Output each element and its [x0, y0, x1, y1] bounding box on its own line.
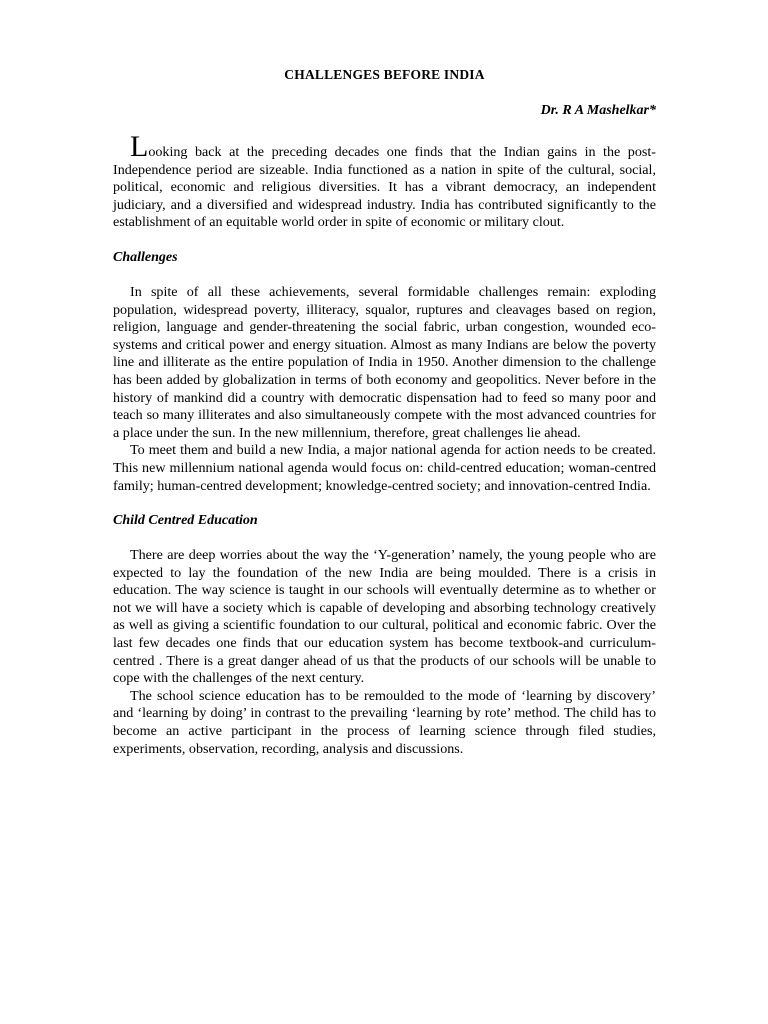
section-heading-challenges: Challenges: [113, 249, 178, 265]
paragraph-challenges-2: To meet them and build a new India, a major national agenda for action needs to be created. This new millennium national agenda would focus on: child-centred education; woman-centred family; human-centred development; knowledge-centred society; and innovation-centred India.: [113, 442, 656, 494]
paragraph-education-1: There are deep worries about the way the ‘Y-generation’ namely, the young people who are expected to lay the foundation of the new India are being moulded. There is a crisis in education. The way science is taught in our schools will eventually determine as to whether or not we will have a society which is capable of developing and absorbing technology creatively as well as giving a scientific foundation to our cultural, political and economic fabric. Over the last few decades one finds that our education system has become textbook-and curriculum-centred . There is a great danger ahead of us that the products of our schools will be unable to cope with the challenges of the next century.: [113, 547, 656, 687]
document-title: CHALLENGES BEFORE INDIA: [284, 67, 485, 82]
intro-text: ooking back at the preceding decades one finds that the Indian gains in the post-Independence period are sizeable. India functioned as a nation in spite of the cultural, social, political, economic and religious diversities. It has a vibrant democracy, an independent judiciary, and a diversified and widespread industry. India has contributed significantly to the establishment of an equitable world order in spite of economic or military clout.: [113, 144, 656, 231]
author-name: Dr. R A Mashelkar*: [540, 103, 656, 118]
drop-cap: L: [130, 130, 149, 163]
document-page: [113, 66, 656, 758]
section-heading-child-centred-education: Child Centred Education: [113, 513, 258, 529]
paragraph-challenges-1: In spite of all these achievements, several formidable challenges remain: exploding population, widespread poverty, illiteracy, squalor, ruptures and cleavages based on region, religion, language and gender-threatening the social fabric, urban congestion, wounded eco-systems and critical power and energy situation. Almost as many Indians are below the poverty line and illiterate as the entire population of India in 1950. Another dimension to the challenge has been added by globalization in terms of both economy and geopolitics. Never before in the history of mankind did a country with democratic dispensation had to feed so many poor and teach so many illiterates and also simultaneously compete with the most advanced countries for a place under the sun. In the new millennium, therefore, great challenges lie ahead.: [113, 283, 656, 441]
intro-paragraph: [113, 130, 656, 232]
paragraph-education-2: The school science education has to be remoulded to the mode of ‘learning by discovery’ and ‘learning by doing’ in contrast to the prevailing ‘learning by rote’ method. The child has to become an active participant in the process of learning science through filed studies, experiments, observation, recording, analysis and discussions.: [113, 687, 656, 757]
